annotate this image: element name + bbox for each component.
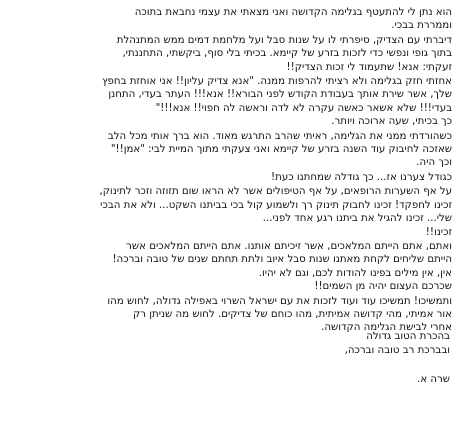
closing-line: ובברכת רב טובה וברכה, bbox=[344, 345, 450, 356]
text-line: כך בכיתי, שעה ארוכה ויותר. bbox=[331, 116, 452, 128]
text-line: שלך, אשר שירת אותך בעבודת הקודש לפני הבורא!! אנא!!! העתר בעדי, התחנן bbox=[108, 89, 452, 101]
text-line: הייתם שליחים לקחת מאתנו שנות סבל איוב ולתת תחתם שנים של טובה וברכה! bbox=[112, 254, 452, 266]
text-line: אין, אין מילים בפינו להודות לכם, וגם לא יהיו. bbox=[258, 267, 452, 279]
signature: שרה א. bbox=[417, 374, 450, 385]
text-line: שכרכם העצום יהיה מן השמים!! bbox=[314, 281, 452, 293]
text-line: זכינו!! bbox=[425, 226, 452, 238]
text-line: בתוך גופי ונפשי כדי לזכות בזרע של קיימא. בכיתי בלי סוף, ביקשתי, התחננתי, bbox=[122, 48, 452, 60]
text-line: ואתם, אתם הייתם המלאכים, אשר זיכיתם אותנו. אתם הייתם המלאכים אשר bbox=[126, 240, 452, 252]
paragraph-3 bbox=[12, 75, 452, 129]
paragraph-4 bbox=[12, 130, 452, 170]
text-line: אחרי לבישת הגלימה הקדושה. bbox=[321, 322, 452, 334]
text-line: ותמשיכו! תמשיכו עוד ועוד לזכות את עם ישראל השרוי באפילה גדולה, לחוש מהו bbox=[107, 295, 452, 307]
text-line: כגודל צערנו אז... כך גודלה שמחתנו כעת! bbox=[271, 171, 452, 183]
text-line: הוא נתן לי להתעטף בגלימה הקדושה ואני מצאתי את עצמי נחבאת בתוכה bbox=[134, 7, 452, 18]
text-line: על אף השערות הרופאים, על אף הטיפולים אשר לא הראו שום תזוזה וזכר לתינוק, bbox=[99, 186, 452, 198]
text-line: וממררת בבכי. bbox=[391, 20, 452, 32]
letter-closing bbox=[12, 330, 452, 358]
paragraph-8 bbox=[12, 295, 452, 335]
text-line: דיברתי עם הצדיק, סיפרתי לו על שנות סבל ועל מלחמת דמים ממש המתנהלת bbox=[116, 34, 452, 46]
paragraph-1 bbox=[12, 6, 452, 33]
paragraph-7 bbox=[12, 240, 452, 294]
paragraph-6 bbox=[12, 185, 452, 239]
paragraph-2 bbox=[12, 34, 452, 74]
text-line: שלי... זכינו להגיל את ביתנו רגע אחד לפני... bbox=[262, 213, 452, 225]
letter-body bbox=[12, 6, 452, 336]
text-line: וכך היה. bbox=[416, 157, 452, 169]
text-line: אחזתי חזק בגלימה ולא רציתי להרפות ממנה. "אנא צדיק עליון!! אני אוחזת בחפץ bbox=[102, 76, 452, 88]
text-line: אור אמיתי, מהי קדושה אמיתית, מהו כוחם של צדיקים. לחוש מה שניתן רק bbox=[133, 308, 452, 320]
text-line: בעדי!!! שלא אשאר כאשה עקרה לא לדה וראשה לה חפוי!! אנא!!!" bbox=[155, 102, 452, 114]
text-line: זעקתי: אנא! שתעמוד לי זכות הצדיק!! bbox=[286, 61, 452, 73]
text-line: זכינו לחפקד! זכינו לחבוק תינוק רך ולשמוע קול בכי בביתנו השקט... ולא את הבכי bbox=[100, 199, 452, 211]
paragraph-5 bbox=[12, 171, 452, 184]
text-line: שאזכה לחיבוק עוד השנה בזרע של קיימא ואני צעקתי מתוך המיית לבי: "אמן!!" bbox=[110, 144, 452, 156]
closing-line: בהכרת הטוב גדולה bbox=[366, 331, 450, 342]
text-line: כשהורדתי ממני את הגלימה, ראיתי שהרב התרגש מאוד. הוא ברך אותי מכל הלב bbox=[107, 130, 452, 142]
